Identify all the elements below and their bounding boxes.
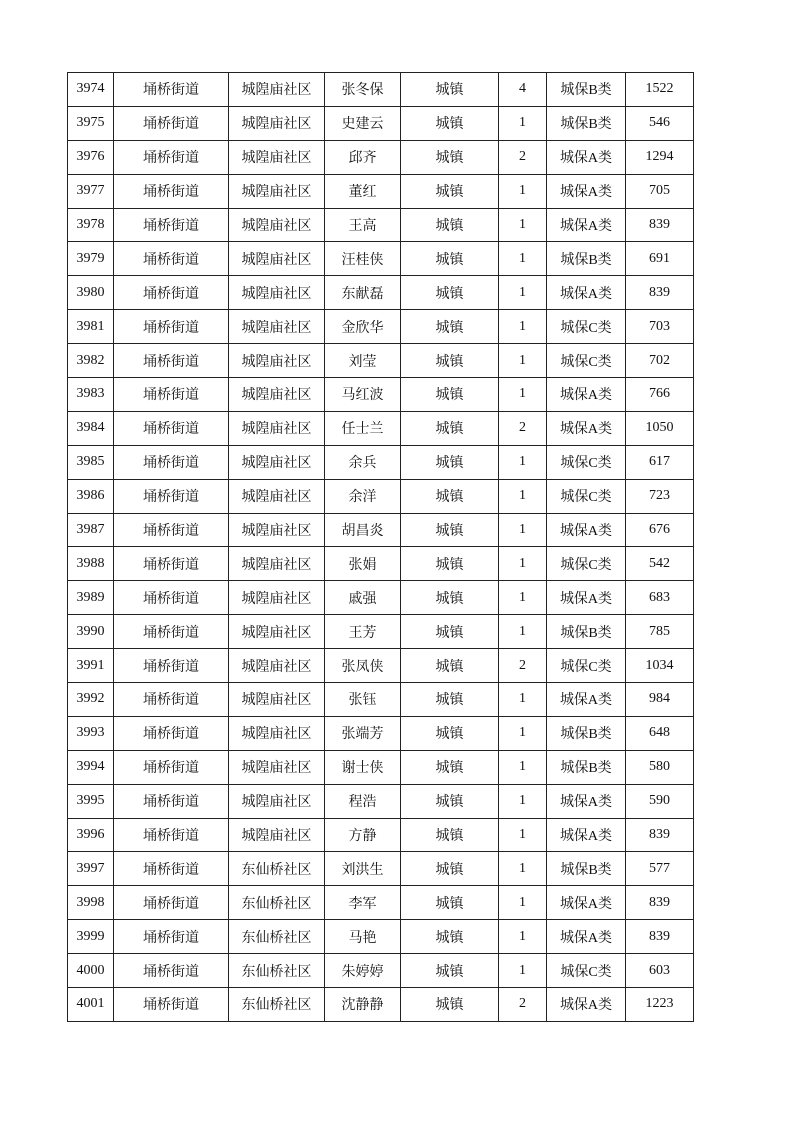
community-cell: 城隍庙社区 bbox=[229, 615, 325, 649]
member-count-cell: 2 bbox=[499, 988, 547, 1022]
household-type-cell: 城镇 bbox=[401, 581, 499, 615]
name-cell: 戚强 bbox=[325, 581, 401, 615]
community-cell: 城隍庙社区 bbox=[229, 378, 325, 412]
table-row bbox=[68, 988, 694, 1022]
table-row bbox=[68, 852, 694, 886]
serial-number-cell: 3979 bbox=[68, 242, 114, 276]
street-cell: 埇桥街道 bbox=[114, 411, 229, 445]
category-cell: 城保B类 bbox=[547, 73, 626, 107]
street-cell: 埇桥街道 bbox=[114, 445, 229, 479]
household-type-cell: 城镇 bbox=[401, 818, 499, 852]
household-type-cell: 城镇 bbox=[401, 716, 499, 750]
category-cell: 城保A类 bbox=[547, 378, 626, 412]
table-row bbox=[68, 886, 694, 920]
table-row bbox=[68, 547, 694, 581]
table-row bbox=[68, 445, 694, 479]
category-cell: 城保C类 bbox=[547, 649, 626, 683]
category-cell: 城保C类 bbox=[547, 479, 626, 513]
community-cell: 城隍庙社区 bbox=[229, 73, 325, 107]
name-cell: 马红波 bbox=[325, 378, 401, 412]
community-cell: 城隍庙社区 bbox=[229, 513, 325, 547]
street-cell: 埇桥街道 bbox=[114, 276, 229, 310]
member-count-cell: 1 bbox=[499, 716, 547, 750]
amount-cell: 766 bbox=[626, 378, 694, 412]
household-type-cell: 城镇 bbox=[401, 208, 499, 242]
serial-number-cell: 3996 bbox=[68, 818, 114, 852]
household-type-cell: 城镇 bbox=[401, 886, 499, 920]
name-cell: 朱婷婷 bbox=[325, 954, 401, 988]
member-count-cell: 2 bbox=[499, 649, 547, 683]
name-cell: 汪桂侠 bbox=[325, 242, 401, 276]
amount-cell: 691 bbox=[626, 242, 694, 276]
street-cell: 埇桥街道 bbox=[114, 750, 229, 784]
name-cell: 余兵 bbox=[325, 445, 401, 479]
member-count-cell: 1 bbox=[499, 547, 547, 581]
household-type-cell: 城镇 bbox=[401, 920, 499, 954]
street-cell: 埇桥街道 bbox=[114, 479, 229, 513]
name-cell: 王高 bbox=[325, 208, 401, 242]
category-cell: 城保A类 bbox=[547, 784, 626, 818]
street-cell: 埇桥街道 bbox=[114, 310, 229, 344]
serial-number-cell: 3982 bbox=[68, 344, 114, 378]
community-cell: 城隍庙社区 bbox=[229, 208, 325, 242]
community-cell: 东仙桥社区 bbox=[229, 954, 325, 988]
amount-cell: 590 bbox=[626, 784, 694, 818]
amount-cell: 1050 bbox=[626, 411, 694, 445]
member-count-cell: 1 bbox=[499, 310, 547, 344]
community-cell: 东仙桥社区 bbox=[229, 920, 325, 954]
community-cell: 城隍庙社区 bbox=[229, 581, 325, 615]
amount-cell: 839 bbox=[626, 818, 694, 852]
amount-cell: 648 bbox=[626, 716, 694, 750]
name-cell: 张娟 bbox=[325, 547, 401, 581]
category-cell: 城保A类 bbox=[547, 411, 626, 445]
street-cell: 埇桥街道 bbox=[114, 988, 229, 1022]
table-row bbox=[68, 479, 694, 513]
member-count-cell: 1 bbox=[499, 106, 547, 140]
household-type-cell: 城镇 bbox=[401, 140, 499, 174]
serial-number-cell: 3992 bbox=[68, 683, 114, 717]
household-type-cell: 城镇 bbox=[401, 615, 499, 649]
amount-cell: 702 bbox=[626, 344, 694, 378]
member-count-cell: 1 bbox=[499, 784, 547, 818]
category-cell: 城保A类 bbox=[547, 513, 626, 547]
serial-number-cell: 4001 bbox=[68, 988, 114, 1022]
household-type-cell: 城镇 bbox=[401, 344, 499, 378]
name-cell: 张钰 bbox=[325, 683, 401, 717]
table-row bbox=[68, 174, 694, 208]
amount-cell: 1223 bbox=[626, 988, 694, 1022]
serial-number-cell: 3993 bbox=[68, 716, 114, 750]
table-row bbox=[68, 784, 694, 818]
community-cell: 城隍庙社区 bbox=[229, 750, 325, 784]
name-cell: 史建云 bbox=[325, 106, 401, 140]
name-cell: 张凤侠 bbox=[325, 649, 401, 683]
household-type-cell: 城镇 bbox=[401, 411, 499, 445]
amount-cell: 839 bbox=[626, 208, 694, 242]
household-type-cell: 城镇 bbox=[401, 784, 499, 818]
member-count-cell: 1 bbox=[499, 276, 547, 310]
category-cell: 城保A类 bbox=[547, 886, 626, 920]
category-cell: 城保A类 bbox=[547, 920, 626, 954]
community-cell: 城隍庙社区 bbox=[229, 716, 325, 750]
community-cell: 东仙桥社区 bbox=[229, 852, 325, 886]
table-row bbox=[68, 954, 694, 988]
community-cell: 城隍庙社区 bbox=[229, 276, 325, 310]
table-body bbox=[68, 73, 694, 1022]
serial-number-cell: 3994 bbox=[68, 750, 114, 784]
member-count-cell: 1 bbox=[499, 479, 547, 513]
household-type-cell: 城镇 bbox=[401, 479, 499, 513]
amount-cell: 703 bbox=[626, 310, 694, 344]
community-cell: 城隍庙社区 bbox=[229, 411, 325, 445]
household-type-cell: 城镇 bbox=[401, 852, 499, 886]
member-count-cell: 1 bbox=[499, 954, 547, 988]
category-cell: 城保C类 bbox=[547, 954, 626, 988]
table-row bbox=[68, 140, 694, 174]
household-type-cell: 城镇 bbox=[401, 378, 499, 412]
member-count-cell: 1 bbox=[499, 344, 547, 378]
street-cell: 埇桥街道 bbox=[114, 954, 229, 988]
member-count-cell: 1 bbox=[499, 615, 547, 649]
name-cell: 马艳 bbox=[325, 920, 401, 954]
serial-number-cell: 3978 bbox=[68, 208, 114, 242]
name-cell: 王芳 bbox=[325, 615, 401, 649]
street-cell: 埇桥街道 bbox=[114, 581, 229, 615]
street-cell: 埇桥街道 bbox=[114, 886, 229, 920]
table-row bbox=[68, 378, 694, 412]
amount-cell: 603 bbox=[626, 954, 694, 988]
amount-cell: 1294 bbox=[626, 140, 694, 174]
name-cell: 张端芳 bbox=[325, 716, 401, 750]
serial-number-cell: 3985 bbox=[68, 445, 114, 479]
member-count-cell: 1 bbox=[499, 920, 547, 954]
serial-number-cell: 4000 bbox=[68, 954, 114, 988]
street-cell: 埇桥街道 bbox=[114, 242, 229, 276]
table-row bbox=[68, 920, 694, 954]
amount-cell: 1034 bbox=[626, 649, 694, 683]
community-cell: 城隍庙社区 bbox=[229, 242, 325, 276]
category-cell: 城保B类 bbox=[547, 852, 626, 886]
street-cell: 埇桥街道 bbox=[114, 73, 229, 107]
community-cell: 城隍庙社区 bbox=[229, 310, 325, 344]
street-cell: 埇桥街道 bbox=[114, 818, 229, 852]
amount-cell: 705 bbox=[626, 174, 694, 208]
serial-number-cell: 3981 bbox=[68, 310, 114, 344]
category-cell: 城保C类 bbox=[547, 344, 626, 378]
table-row bbox=[68, 242, 694, 276]
category-cell: 城保B类 bbox=[547, 242, 626, 276]
serial-number-cell: 3988 bbox=[68, 547, 114, 581]
serial-number-cell: 3986 bbox=[68, 479, 114, 513]
member-count-cell: 1 bbox=[499, 750, 547, 784]
category-cell: 城保B类 bbox=[547, 750, 626, 784]
community-cell: 城隍庙社区 bbox=[229, 479, 325, 513]
serial-number-cell: 3995 bbox=[68, 784, 114, 818]
community-cell: 城隍庙社区 bbox=[229, 649, 325, 683]
category-cell: 城保B类 bbox=[547, 716, 626, 750]
table-row bbox=[68, 581, 694, 615]
serial-number-cell: 3997 bbox=[68, 852, 114, 886]
name-cell: 刘洪生 bbox=[325, 852, 401, 886]
table-row bbox=[68, 649, 694, 683]
household-type-cell: 城镇 bbox=[401, 276, 499, 310]
name-cell: 邱齐 bbox=[325, 140, 401, 174]
member-count-cell: 1 bbox=[499, 683, 547, 717]
community-cell: 城隍庙社区 bbox=[229, 784, 325, 818]
category-cell: 城保A类 bbox=[547, 683, 626, 717]
household-type-cell: 城镇 bbox=[401, 988, 499, 1022]
member-count-cell: 1 bbox=[499, 852, 547, 886]
household-type-cell: 城镇 bbox=[401, 242, 499, 276]
amount-cell: 839 bbox=[626, 276, 694, 310]
category-cell: 城保A类 bbox=[547, 208, 626, 242]
category-cell: 城保A类 bbox=[547, 988, 626, 1022]
community-cell: 城隍庙社区 bbox=[229, 106, 325, 140]
amount-cell: 785 bbox=[626, 615, 694, 649]
community-cell: 城隍庙社区 bbox=[229, 683, 325, 717]
household-type-cell: 城镇 bbox=[401, 954, 499, 988]
table-row bbox=[68, 513, 694, 547]
table-row bbox=[68, 276, 694, 310]
category-cell: 城保A类 bbox=[547, 174, 626, 208]
amount-cell: 839 bbox=[626, 920, 694, 954]
name-cell: 李军 bbox=[325, 886, 401, 920]
community-cell: 城隍庙社区 bbox=[229, 547, 325, 581]
household-type-cell: 城镇 bbox=[401, 310, 499, 344]
category-cell: 城保B类 bbox=[547, 106, 626, 140]
amount-cell: 577 bbox=[626, 852, 694, 886]
amount-cell: 617 bbox=[626, 445, 694, 479]
name-cell: 金欣华 bbox=[325, 310, 401, 344]
serial-number-cell: 3989 bbox=[68, 581, 114, 615]
street-cell: 埇桥街道 bbox=[114, 852, 229, 886]
data-table bbox=[67, 72, 694, 1022]
member-count-cell: 1 bbox=[499, 174, 547, 208]
household-type-cell: 城镇 bbox=[401, 750, 499, 784]
member-count-cell: 1 bbox=[499, 581, 547, 615]
table-row bbox=[68, 716, 694, 750]
serial-number-cell: 3987 bbox=[68, 513, 114, 547]
serial-number-cell: 3984 bbox=[68, 411, 114, 445]
serial-number-cell: 3975 bbox=[68, 106, 114, 140]
name-cell: 任士兰 bbox=[325, 411, 401, 445]
amount-cell: 984 bbox=[626, 683, 694, 717]
street-cell: 埇桥街道 bbox=[114, 174, 229, 208]
category-cell: 城保C类 bbox=[547, 547, 626, 581]
amount-cell: 683 bbox=[626, 581, 694, 615]
serial-number-cell: 3980 bbox=[68, 276, 114, 310]
household-type-cell: 城镇 bbox=[401, 445, 499, 479]
member-count-cell: 4 bbox=[499, 73, 547, 107]
street-cell: 埇桥街道 bbox=[114, 547, 229, 581]
amount-cell: 676 bbox=[626, 513, 694, 547]
household-type-cell: 城镇 bbox=[401, 649, 499, 683]
table-row bbox=[68, 411, 694, 445]
household-type-cell: 城镇 bbox=[401, 547, 499, 581]
street-cell: 埇桥街道 bbox=[114, 513, 229, 547]
amount-cell: 580 bbox=[626, 750, 694, 784]
table-row bbox=[68, 208, 694, 242]
community-cell: 城隍庙社区 bbox=[229, 174, 325, 208]
street-cell: 埇桥街道 bbox=[114, 920, 229, 954]
community-cell: 城隍庙社区 bbox=[229, 445, 325, 479]
household-type-cell: 城镇 bbox=[401, 174, 499, 208]
amount-cell: 1522 bbox=[626, 73, 694, 107]
name-cell: 东献磊 bbox=[325, 276, 401, 310]
member-count-cell: 1 bbox=[499, 378, 547, 412]
household-type-cell: 城镇 bbox=[401, 73, 499, 107]
serial-number-cell: 3998 bbox=[68, 886, 114, 920]
table-row bbox=[68, 344, 694, 378]
street-cell: 埇桥街道 bbox=[114, 683, 229, 717]
serial-number-cell: 3974 bbox=[68, 73, 114, 107]
table-row bbox=[68, 615, 694, 649]
member-count-cell: 1 bbox=[499, 208, 547, 242]
street-cell: 埇桥街道 bbox=[114, 344, 229, 378]
table-row bbox=[68, 73, 694, 107]
street-cell: 埇桥街道 bbox=[114, 208, 229, 242]
street-cell: 埇桥街道 bbox=[114, 378, 229, 412]
category-cell: 城保A类 bbox=[547, 581, 626, 615]
member-count-cell: 1 bbox=[499, 886, 547, 920]
household-type-cell: 城镇 bbox=[401, 106, 499, 140]
amount-cell: 542 bbox=[626, 547, 694, 581]
serial-number-cell: 3977 bbox=[68, 174, 114, 208]
serial-number-cell: 3990 bbox=[68, 615, 114, 649]
name-cell: 刘莹 bbox=[325, 344, 401, 378]
serial-number-cell: 3999 bbox=[68, 920, 114, 954]
amount-cell: 546 bbox=[626, 106, 694, 140]
member-count-cell: 2 bbox=[499, 140, 547, 174]
serial-number-cell: 3976 bbox=[68, 140, 114, 174]
name-cell: 董红 bbox=[325, 174, 401, 208]
table-row bbox=[68, 310, 694, 344]
serial-number-cell: 3983 bbox=[68, 378, 114, 412]
amount-cell: 839 bbox=[626, 886, 694, 920]
member-count-cell: 1 bbox=[499, 818, 547, 852]
member-count-cell: 1 bbox=[499, 445, 547, 479]
table-row bbox=[68, 683, 694, 717]
household-type-cell: 城镇 bbox=[401, 513, 499, 547]
name-cell: 沈静静 bbox=[325, 988, 401, 1022]
category-cell: 城保A类 bbox=[547, 140, 626, 174]
member-count-cell: 2 bbox=[499, 411, 547, 445]
member-count-cell: 1 bbox=[499, 513, 547, 547]
name-cell: 胡昌炎 bbox=[325, 513, 401, 547]
amount-cell: 723 bbox=[626, 479, 694, 513]
table-row bbox=[68, 818, 694, 852]
community-cell: 城隍庙社区 bbox=[229, 818, 325, 852]
table-row bbox=[68, 106, 694, 140]
category-cell: 城保C类 bbox=[547, 445, 626, 479]
street-cell: 埇桥街道 bbox=[114, 784, 229, 818]
community-cell: 东仙桥社区 bbox=[229, 886, 325, 920]
table-row bbox=[68, 750, 694, 784]
street-cell: 埇桥街道 bbox=[114, 106, 229, 140]
name-cell: 方静 bbox=[325, 818, 401, 852]
community-cell: 城隍庙社区 bbox=[229, 140, 325, 174]
street-cell: 埇桥街道 bbox=[114, 615, 229, 649]
category-cell: 城保C类 bbox=[547, 310, 626, 344]
name-cell: 余洋 bbox=[325, 479, 401, 513]
community-cell: 城隍庙社区 bbox=[229, 344, 325, 378]
street-cell: 埇桥街道 bbox=[114, 649, 229, 683]
category-cell: 城保B类 bbox=[547, 615, 626, 649]
street-cell: 埇桥街道 bbox=[114, 716, 229, 750]
name-cell: 谢士侠 bbox=[325, 750, 401, 784]
category-cell: 城保A类 bbox=[547, 818, 626, 852]
community-cell: 东仙桥社区 bbox=[229, 988, 325, 1022]
name-cell: 程浩 bbox=[325, 784, 401, 818]
household-type-cell: 城镇 bbox=[401, 683, 499, 717]
name-cell: 张冬保 bbox=[325, 73, 401, 107]
member-count-cell: 1 bbox=[499, 242, 547, 276]
serial-number-cell: 3991 bbox=[68, 649, 114, 683]
category-cell: 城保A类 bbox=[547, 276, 626, 310]
street-cell: 埇桥街道 bbox=[114, 140, 229, 174]
